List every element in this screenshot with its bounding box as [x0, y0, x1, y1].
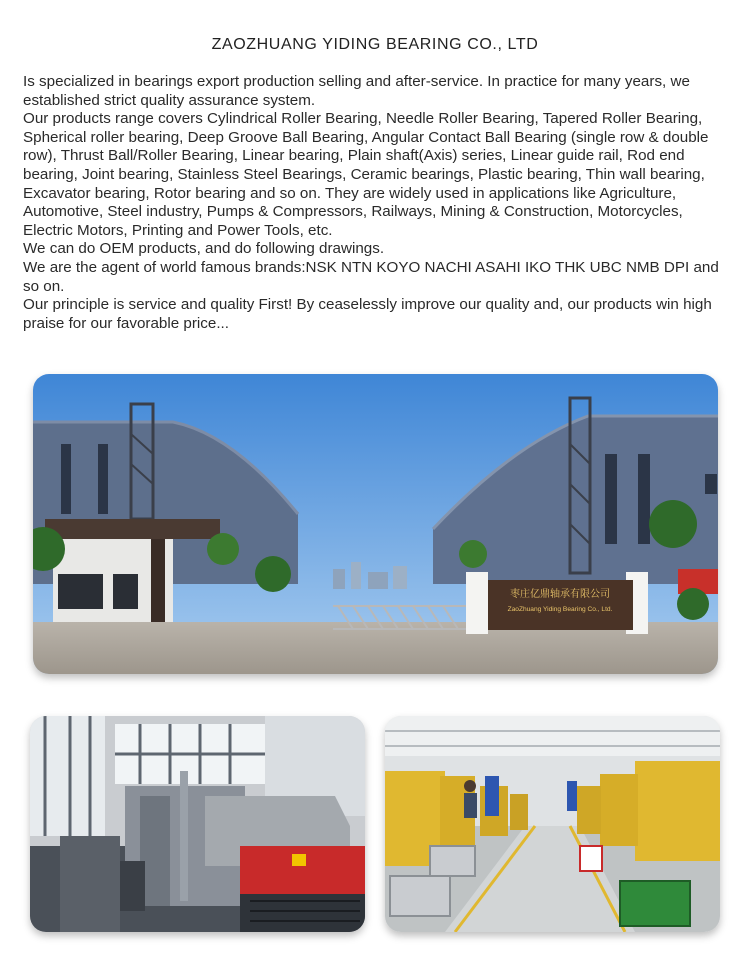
page-title: ZAOZHUANG YIDING BEARING CO., LTD: [211, 36, 539, 53]
production-machine-photo: [30, 716, 365, 932]
company-description: [23, 73, 728, 333]
factory-gate-photo: [33, 374, 718, 674]
description-paragraph-oem: We can do OEM products, and do following drawings.: [23, 240, 385, 258]
description-paragraph-products: Our products range covers Cylindrical Roller Bearing, Needle Roller Bearing, Tapered Roller Bearing, Spherical roller bearing, Deep Groove Ball Bearing, Angular Contact Ball Bearing (single row & double row), Thrust Ball/Roller Bearing, Linear bearing, Plain shaft(Axis) series, Linear guide rail, Rod end bearing, Joint bearing, Stainless Steel Bearings, Ceramic bearings, Plastic bearing, Thin wall bearing, Excavator bearing, Rotor bearing and so on. They are widely used in applications like Agriculture, Automotive, Steel industry, Pumps & Compressors, Railways, Mining & Construction, Motorcycles, Electric Motors, Printing and Power Tools, etc.: [23, 110, 709, 239]
description-paragraph-principle: Our principle is service and quality First! By ceaselessly improve our quality and, our products win high praise for our favorable price...: [23, 296, 712, 332]
description-paragraph-intro: Is specialized in bearings export production selling and after-service. In practice for many years, we established strict quality assurance system.: [23, 73, 690, 109]
workshop-floor-photo: [385, 716, 720, 932]
description-paragraph-brands: We are the agent of world famous brands:NSK NTN KOYO NACHI ASAHI IKO THK UBC NMB DPI and so on.: [23, 258, 719, 295]
gate-sign-english: ZaoZhuang Yiding Bearing Co., Ltd.: [507, 606, 613, 613]
gate-sign-chinese: 枣庄亿鼎轴承有限公司: [510, 589, 610, 600]
